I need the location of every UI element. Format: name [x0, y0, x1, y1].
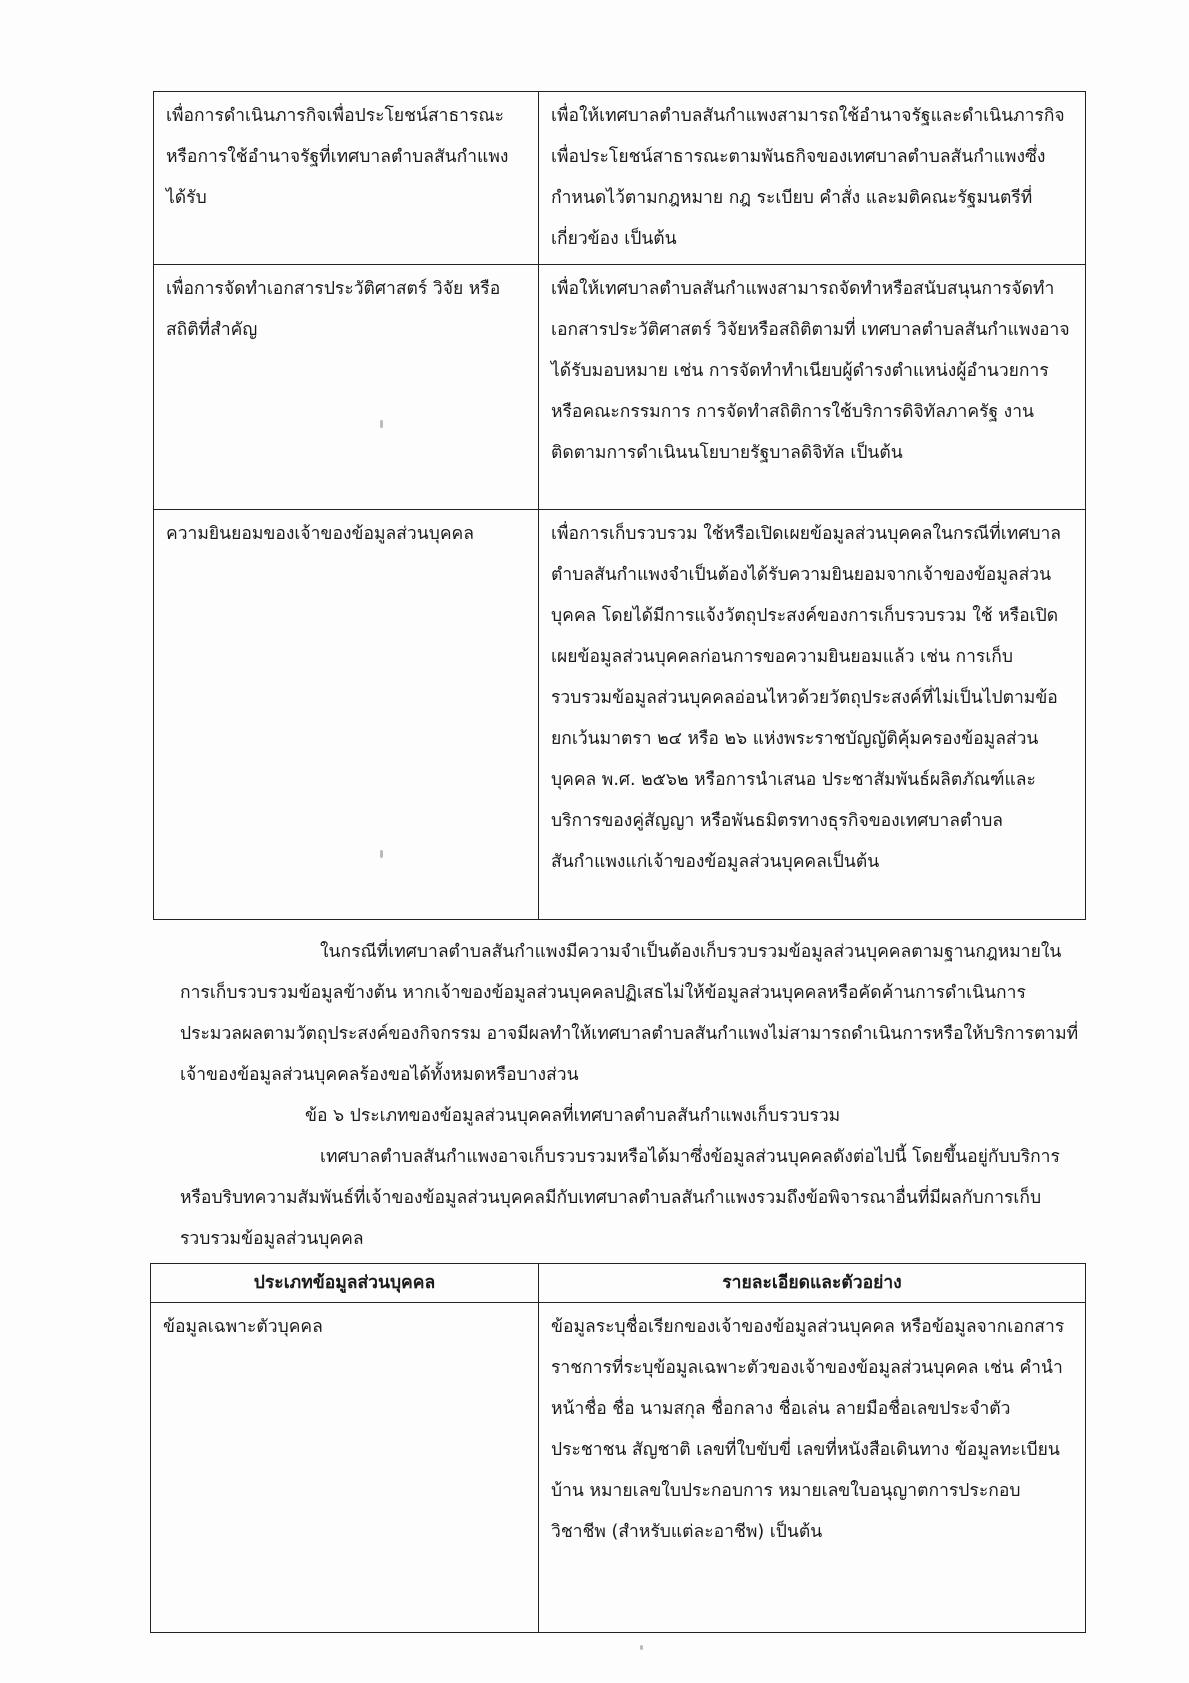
data-types-table — [150, 1263, 1086, 1633]
scan-speck — [380, 420, 383, 428]
table-row — [154, 265, 1086, 510]
legal-basis-cell: เพื่อการจัดทำเอกสารประวัติศาสตร์ วิจัย หรือสถิติที่สำคัญ — [154, 265, 539, 510]
legal-basis-cell: ความยินยอมของเจ้าของข้อมูลส่วนบุคคล — [154, 510, 539, 920]
legal-basis-table — [153, 91, 1086, 920]
refusal-paragraph-text: ในกรณีที่เทศบาลตำบลสันกำแพงมีความจำเป็นต้องเก็บรวบรวมข้อมูลส่วนบุคคลตามฐานกฎหมายในการเก็บรวบรวมข้อมูลข้างต้น หากเจ้าของข้อมูลส่วนบุคคลปฏิเสธไม่ให้ข้อมูลส่วนบุคคลหรือคัดค้านการดำเนินการประมวลผลตามวัตถุประสงค์ของกิจกรรม อาจมีผลทำให้เทศบาลตำบลสันกำแพงไม่สามารถดำเนินการหรือให้บริการตามที่เจ้าของข้อมูลส่วนบุคคลร้องขอได้ทั้งหมดหรือบางส่วน — [180, 942, 1079, 1085]
table-row — [151, 1303, 1086, 1633]
data-type-cell: ข้อมูลเฉพาะตัวบุคคล — [151, 1303, 539, 1633]
table-row — [154, 510, 1086, 920]
clause-6-heading: ข้อ ๖ ประเภทของข้อมูลส่วนบุคคลที่เทศบาลตำบลสันกำแพงเก็บรวบรวม — [305, 1106, 841, 1126]
table-header-row — [151, 1264, 1086, 1303]
header-data-type: ประเภทข้อมูลส่วนบุคคล — [151, 1264, 539, 1303]
collection-paragraph-text: เทศบาลตำบลสันกำแพงอาจเก็บรวบรวมหรือได้มาซึ่งข้อมูลส่วนบุคคลดังต่อไปนี้ โดยขึ้นอยู่กับบริการหรือบริบทความสัมพันธ์ที่เจ้าของข้อมูลส่วนบุคคลมีกับเทศบาลตำบลสันกำแพงรวมถึงข้อพิจารณาอื่นที่มีผลกับการเก็บรวบรวมข้อมูลส่วนบุคคล — [180, 1147, 1060, 1249]
purpose-detail-cell: เพื่อให้เทศบาลตำบลสันกำแพงสามารถใช้อำนาจรัฐและดำเนินภารกิจเพื่อประโยชน์สาธารณะตามพันธกิจของเทศบาลตำบลสันกำแพงซึ่งกำหนดไว้ตามกฎหมาย กฎ ระเบียบ คำสั่ง และมติคณะรัฐมนตรีที่เกี่ยวข้อง เป็นต้น — [539, 92, 1086, 265]
collection-paragraph — [180, 1137, 1085, 1260]
scan-speck — [380, 850, 383, 858]
scan-speck — [640, 1645, 643, 1650]
header-detail: รายละเอียดและตัวอย่าง — [539, 1264, 1086, 1303]
table-row — [154, 92, 1086, 265]
data-detail-cell: ข้อมูลระบุชื่อเรียกของเจ้าของข้อมูลส่วนบุคคล หรือข้อมูลจากเอกสารราชการที่ระบุข้อมูลเฉพาะตัวของเจ้าของข้อมูลส่วนบุคคล เช่น คำนำหน้าชื่อ ชื่อ นามสกุล ชื่อกลาง ชื่อเล่น ลายมือชื่อเลขประจำตัวประชาชน สัญชาติ เลขที่ใบขับขี่ เลขที่หนังสือเดินทาง ข้อมูลทะเบียนบ้าน หมายเลขใบประกอบการ หมายเลขใบอนุญาตการประกอบวิชาชีพ (สำหรับแต่ละอาชีพ) เป็นต้น — [539, 1303, 1086, 1633]
purpose-detail-cell: เพื่อให้เทศบาลตำบลสันกำแพงสามารถจัดทำหรือสนับสนุนการจัดทำเอกสารประวัติศาสตร์ วิจัยหรือสถิติตามที่ เทศบาลตำบลสันกำแพงอาจได้รับมอบหมาย เช่น การจัดทำทำเนียบผู้ดำรงตำแหน่งผู้อำนวยการ หรือคณะกรรมการ การจัดทำสถิติการใช้บริการดิจิทัลภาครัฐ งานติดตามการดำเนินนโยบายรัฐบาลดิจิทัล เป็นต้น — [539, 265, 1086, 510]
refusal-paragraph — [180, 932, 1085, 1096]
legal-basis-cell: เพื่อการดำเนินภารกิจเพื่อประโยชน์สาธารณะ หรือการใช้อำนาจรัฐที่เทศบาลตำบลสันกำแพงได้รับ — [154, 92, 539, 265]
purpose-detail-cell: เพื่อการเก็บรวบรวม ใช้หรือเปิดเผยข้อมูลส่วนบุคคลในกรณีที่เทศบาลตำบลสันกำแพงจำเป็นต้องได้รับความยินยอมจากเจ้าของข้อมูลส่วนบุคคล โดยได้มีการแจ้งวัตถุประสงค์ของการเก็บรวบรวม ใช้ หรือเปิดเผยข้อมูลส่วนบุคคลก่อนการขอความยินยอมแล้ว เช่น การเก็บรวบรวมข้อมูลส่วนบุคคลอ่อนไหวด้วยวัตถุประสงค์ที่ไม่เป็นไปตามข้อยกเว้นมาตรา ๒๔ หรือ ๒๖ แห่งพระราชบัญญัติคุ้มครองข้อมูลส่วนบุคคล พ.ศ. ๒๕๖๒ หรือการนำเสนอ ประชาสัมพันธ์ผลิตภัณฑ์และบริการของคู่สัญญา หรือพันธมิตรทางธุรกิจของเทศบาลตำบลสันกำแพงแก่เจ้าของข้อมูลส่วนบุคคลเป็นต้น — [539, 510, 1086, 920]
